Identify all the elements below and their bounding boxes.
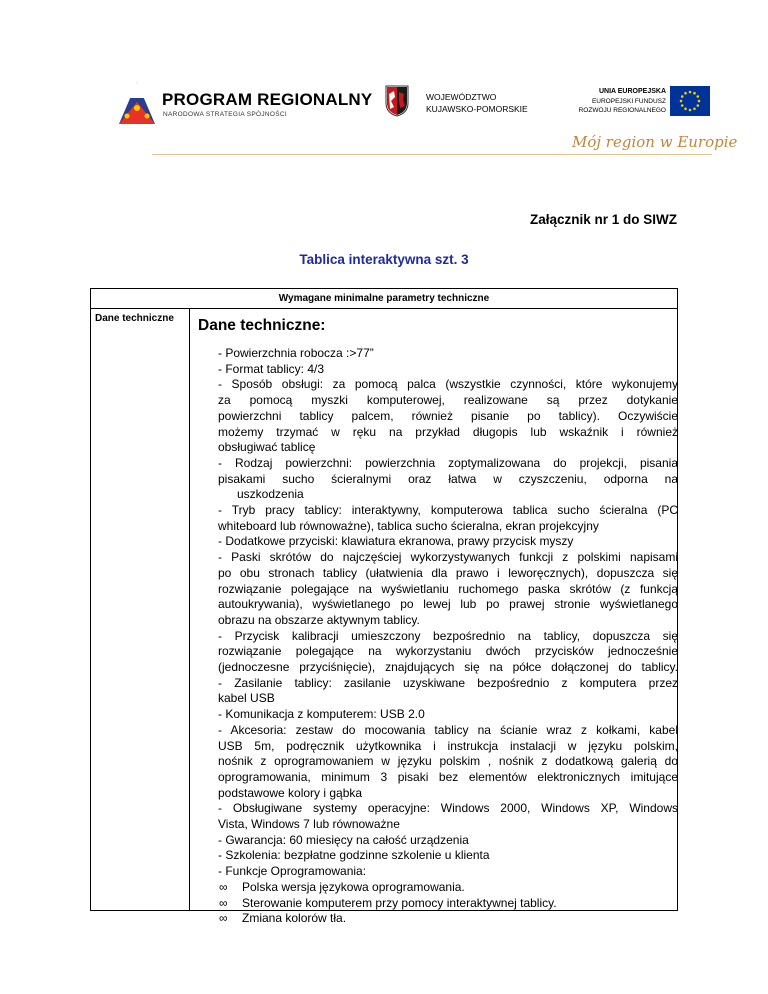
eu-flag-icon [670, 86, 710, 116]
spec-line: rozwiązanie polegające na wyświetlaniu ruchomego paska skrótów (z funkcją [218, 581, 678, 596]
spec-line: pisakami sucho ścieralnymi oraz łatwa w czyszczeniu, odporna na [218, 471, 678, 486]
bullet-symbol: ∞ [219, 911, 228, 926]
header-logos [0, 0, 768, 160]
spec-line: kabel USB [218, 691, 275, 706]
spec-line: - Powierzchnia robocza :>77” [218, 346, 374, 360]
spec-line: powierzchni tablicy palcem, również pisanie po tablicy). Oczywiście [218, 408, 678, 423]
section-heading: Dane techniczne: [198, 317, 326, 334]
voivodeship-crest-icon [385, 85, 409, 117]
spec-line: - Szkolenia: bezpłatne godzinne szkolenie u klienta [218, 848, 490, 863]
program-regionalny-logo-icon [115, 78, 159, 128]
spec-line: - Tryb pracy tablicy: interaktywny, komputerowa tablica sucho ścieralna (PC [218, 503, 678, 517]
spec-line: - Zasilanie tablicy: zasilanie uzyskiwane bezpośrednio z komputera przez [218, 675, 678, 690]
bullet-item: Zmiana kolorów tła. [242, 911, 347, 926]
spec-line: - Obsługiwane systemy operacyjne: Windows 2000, Windows XP, Windows [218, 801, 678, 816]
bullet-symbol: ∞ [219, 895, 228, 910]
header-divider [152, 154, 712, 155]
spec-line: - Rodzaj powierzchni: powierzchnia zoptymalizowana do projekcji, pisania [218, 455, 678, 470]
annex-label: Załącznik nr 1 do SIWZ [529, 212, 677, 227]
spec-line: - Format tablicy: 4/3 [218, 361, 325, 376]
spec-line: - Funkcje Oprogramowania: [218, 864, 367, 879]
spec-line: - Paski skrótów do najczęściej wykorzystywanych funkcji z polskimi napisami [218, 550, 678, 565]
eu-line3: ROZWOJU REGIONALNEGO [578, 107, 666, 114]
spec-line: obrazu na obszarze aktywnym tablicy. [218, 612, 420, 627]
spec-line: autoukrywania), wyświetlanego po lewej lub po prawej stronie wyświetlanego [218, 597, 678, 612]
spec-line: - Gwarancja: 60 miesięcy na całość urządzenia [218, 832, 469, 847]
spec-line: nośnik z oprogramowaniem w języku polskim , nośnik z dodatkową galerią do [218, 754, 678, 769]
program-title: PROGRAM REGIONALNY [162, 90, 373, 109]
spec-line: możemy trzymać w ręku na przykład długopis lub wskaźnik i również [218, 424, 678, 439]
spec-line: po obu stronach tablicy (ułatwienia dla prawo i leworęcznych), dopuszcza się [218, 565, 678, 580]
voivodeship-line2: KUJAWSKO-POMORSKIE [426, 104, 528, 114]
motto: Mój region w Europie [572, 133, 738, 151]
spec-line: - Komunikacja z komputerem: USB 2.0 [218, 707, 425, 722]
voivodeship-line1: WOJEWÓDZTWO [426, 92, 497, 102]
bullet-symbol: ∞ [219, 879, 228, 894]
spec-line: rozwiązanie polegające na wykorzystaniu dwóch przycisków jednocześnie [218, 644, 678, 659]
spec-line: USB 5m, podręcznik użytkownika i instrukcja instalacji w języku polskim, [218, 738, 678, 753]
document-title: Tablica interaktywna szt. 3 [299, 252, 469, 267]
spec-line: - Akcesoria: zestaw do mocowania tablicy na ścianie wraz z kołkami, kabel [218, 722, 678, 737]
spec-line: Vista, Windows 7 lub równoważne [218, 817, 400, 831]
row-label: Dane techniczne [95, 313, 174, 324]
spec-line: - Dodatkowe przyciski: klawiatura ekranowa, prawy przycisk myszy [218, 534, 574, 549]
spec-line: - Sposób obsługi: za pomocą palca (wszystkie czynności, które wykonujemy [218, 377, 678, 392]
bullet-item: Polska wersja językowa oprogramowania. [242, 879, 465, 894]
spec-line: uszkodzenia [237, 487, 304, 502]
spec-line: whiteboard lub równoważne), tablica sucho ścieralna, ekran projekcyjny [218, 518, 599, 533]
table-header: Wymagane minimalne parametry techniczne [91, 289, 677, 309]
eu-line1: UNIA EUROPEJSKA [598, 88, 666, 95]
bullet-item: Sterowanie komputerem przy pomocy interaktywnej tablicy. [242, 895, 557, 910]
eu-line2: EUROPEJSKI FUNDUSZ [591, 98, 666, 105]
spec-line: oprogramowania, minimum 3 pisaki bez elementów elektronicznych imitujące [218, 769, 678, 784]
spec-line: za pomocą myszki komputerowej, realizowane są przez dotykanie [218, 393, 678, 408]
column-divider [189, 309, 190, 910]
program-subtitle: NARODOWA STRATEGIA SPÓJNOŚCI [163, 111, 287, 118]
spec-line: - Przycisk kalibracji umieszczony bezpośrednio na tablicy, dopuszcza się [218, 628, 678, 643]
spec-line: podstawowe kolory i gąbka [218, 785, 363, 800]
spec-line: obsługiwać tablicę [218, 440, 316, 455]
spec-line: (jednoczesne przyciśnięcie), znajdujących się na półce dołączonej do tablicy. [218, 660, 678, 674]
